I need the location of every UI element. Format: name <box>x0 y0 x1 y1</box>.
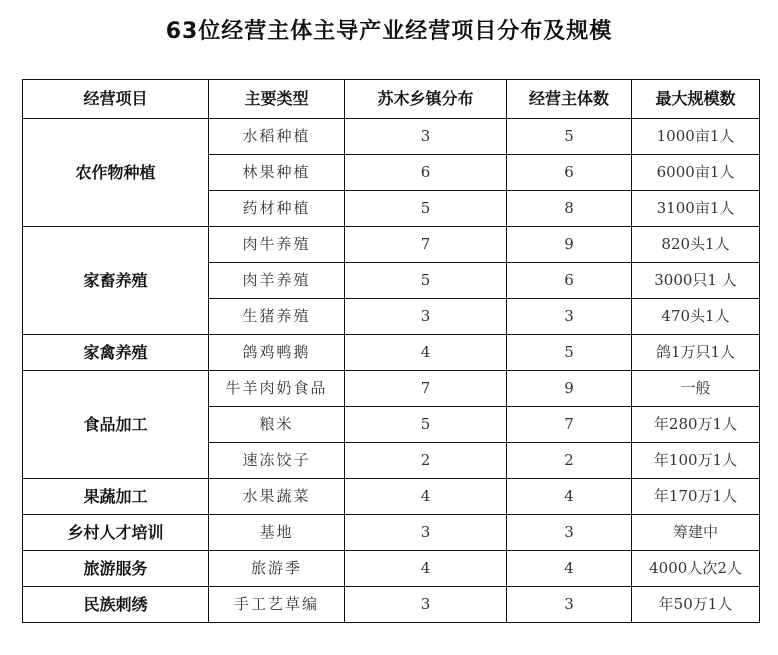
type-cell: 速冻饺子 <box>209 443 345 479</box>
table-row <box>23 335 760 371</box>
entities-cell: 6 <box>507 263 632 299</box>
category-cell: 家畜养殖 <box>23 227 209 335</box>
towns-cell: 4 <box>345 479 507 515</box>
entities-cell: 5 <box>507 119 632 155</box>
type-cell: 肉牛养殖 <box>209 227 345 263</box>
project-table <box>22 79 760 623</box>
towns-cell: 6 <box>345 155 507 191</box>
type-cell: 林果种植 <box>209 155 345 191</box>
type-cell: 粮米 <box>209 407 345 443</box>
max-scale-cell: 470头1人 <box>632 299 760 335</box>
towns-cell: 2 <box>345 443 507 479</box>
table-body <box>23 119 760 623</box>
category-cell: 旅游服务 <box>23 551 209 587</box>
entities-cell: 5 <box>507 335 632 371</box>
max-scale-cell: 年100万1人 <box>632 443 760 479</box>
towns-cell: 3 <box>345 299 507 335</box>
max-scale-cell: 820头1人 <box>632 227 760 263</box>
type-cell: 肉羊养殖 <box>209 263 345 299</box>
entities-cell: 3 <box>507 515 632 551</box>
category-cell: 食品加工 <box>23 371 209 479</box>
towns-cell: 4 <box>345 551 507 587</box>
type-cell: 基地 <box>209 515 345 551</box>
header-towns: 苏木乡镇分布 <box>345 80 507 119</box>
max-scale-cell: 筹建中 <box>632 515 760 551</box>
type-cell: 鸽鸡鸭鹅 <box>209 335 345 371</box>
table-row <box>23 587 760 623</box>
table-row <box>23 227 760 263</box>
type-cell: 水稻种植 <box>209 119 345 155</box>
max-scale-cell: 鸽1万只1人 <box>632 335 760 371</box>
entities-cell: 3 <box>507 299 632 335</box>
header-type: 主要类型 <box>209 80 345 119</box>
towns-cell: 3 <box>345 587 507 623</box>
max-scale-cell: 年50万1人 <box>632 587 760 623</box>
entities-cell: 4 <box>507 551 632 587</box>
max-scale-cell: 1000亩1人 <box>632 119 760 155</box>
header-row <box>23 80 760 119</box>
type-cell: 水果蔬菜 <box>209 479 345 515</box>
category-cell: 果蔬加工 <box>23 479 209 515</box>
towns-cell: 5 <box>345 407 507 443</box>
table-row <box>23 371 760 407</box>
towns-cell: 7 <box>345 227 507 263</box>
type-cell: 药材种植 <box>209 191 345 227</box>
entities-cell: 4 <box>507 479 632 515</box>
towns-cell: 5 <box>345 263 507 299</box>
entities-cell: 8 <box>507 191 632 227</box>
page-title: 63位经营主体主导产业经营项目分布及规模 <box>165 19 613 44</box>
category-cell: 家禽养殖 <box>23 335 209 371</box>
type-cell: 生猪养殖 <box>209 299 345 335</box>
max-scale-cell: 4000人次2人 <box>632 551 760 587</box>
towns-cell: 3 <box>345 515 507 551</box>
category-cell: 乡村人才培训 <box>23 515 209 551</box>
header-project: 经营项目 <box>23 80 209 119</box>
type-cell: 牛羊肉奶食品 <box>209 371 345 407</box>
category-cell: 农作物种植 <box>23 119 209 227</box>
max-scale-cell: 年280万1人 <box>632 407 760 443</box>
entities-cell: 9 <box>507 227 632 263</box>
towns-cell: 4 <box>345 335 507 371</box>
max-scale-cell: 3100亩1人 <box>632 191 760 227</box>
table-row <box>23 515 760 551</box>
entities-cell: 2 <box>507 443 632 479</box>
towns-cell: 7 <box>345 371 507 407</box>
entities-cell: 9 <box>507 371 632 407</box>
towns-cell: 5 <box>345 191 507 227</box>
max-scale-cell: 年170万1人 <box>632 479 760 515</box>
entities-cell: 6 <box>507 155 632 191</box>
entities-cell: 3 <box>507 587 632 623</box>
category-cell: 民族刺绣 <box>23 587 209 623</box>
table-row <box>23 119 760 155</box>
max-scale-cell: 6000亩1人 <box>632 155 760 191</box>
type-cell: 旅游季 <box>209 551 345 587</box>
header-entities: 经营主体数 <box>507 80 632 119</box>
towns-cell: 3 <box>345 119 507 155</box>
table-row <box>23 551 760 587</box>
header-max-scale: 最大规模数 <box>632 80 760 119</box>
entities-cell: 7 <box>507 407 632 443</box>
table-row <box>23 479 760 515</box>
type-cell: 手工艺草编 <box>209 587 345 623</box>
max-scale-cell: 一般 <box>632 371 760 407</box>
max-scale-cell: 3000只1 人 <box>632 263 760 299</box>
